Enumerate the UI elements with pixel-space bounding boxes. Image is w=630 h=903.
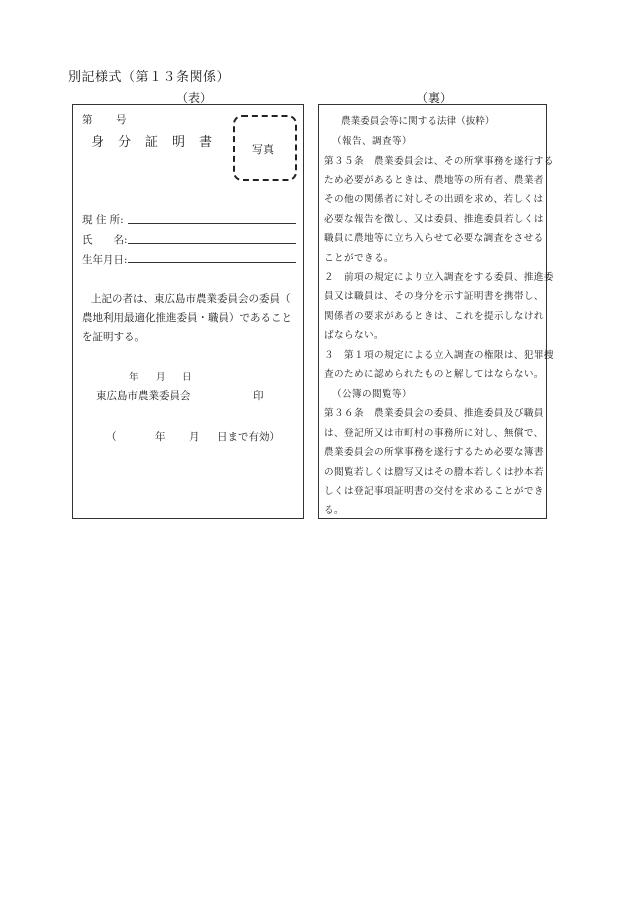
validity-month: 月: [189, 431, 200, 443]
seal-mark: 印: [253, 390, 264, 402]
back-line: る。: [324, 505, 344, 516]
back-line: 第３６条 農業委員会の委員、推進委員及び職員: [324, 408, 544, 419]
statement-line-3: を証明する。: [82, 331, 145, 343]
field-address-label: 現 住 所:: [82, 214, 124, 226]
certificate-title: 身分証明書: [91, 135, 227, 150]
field-address-line: [128, 223, 296, 224]
form-title: 別記様式（第１３条関係）: [68, 70, 231, 85]
validity-open: （: [106, 431, 117, 443]
field-name-label: 氏 名:: [82, 234, 128, 246]
number-prefix: 第: [82, 114, 93, 126]
back-line: 必要な報告を徴し、又は委員、推進委員若しくは: [324, 214, 544, 225]
back-line: ばならない。: [324, 330, 384, 341]
issuer-name: 東広島市農業委員会: [96, 390, 191, 402]
date-year: 年: [129, 372, 139, 383]
back-line: 査のために認められたものと解してはならない。: [324, 369, 544, 380]
back-line: 員又は職員は、その身分を示す証明書を携帯し、: [324, 291, 544, 302]
back-line: ことができる。: [324, 253, 394, 264]
back-line: 職員に農地等に立ち入らせて必要な調査をさせる: [324, 233, 544, 244]
statement-line-1: 上記の者は、東広島市農業委員会の委員（: [91, 293, 291, 305]
back-line: ３ 第１項の規定による立入調査の権限は、犯罪捜: [324, 350, 554, 361]
photo-label: 写真: [252, 143, 274, 156]
front-side-label: （表）: [176, 91, 213, 105]
back-line: ２ 前項の規定により立入調査をする委員、推進委: [324, 272, 554, 283]
number-suffix: 号: [116, 114, 127, 126]
validity-year: 年: [155, 431, 166, 443]
field-name-line: [128, 243, 296, 244]
validity-until: 日まで有効）: [217, 431, 280, 443]
back-line: その他の関係者に対しその出頭を求め、若しくは: [324, 194, 544, 205]
back-line: ため必要があるときは、農地等の所有者、農業者: [324, 175, 544, 186]
field-birthdate-label: 生年月日:: [82, 254, 128, 266]
field-birthdate-line: [128, 262, 296, 263]
back-side-label: （裏）: [416, 91, 453, 105]
law-title: 農業委員会等に関する法律（抜粋）: [341, 116, 495, 127]
back-line: （報告、調査等）: [332, 136, 412, 147]
back-line: （公簿の閲覧等）: [332, 389, 412, 400]
back-line: の閲覧若しくは謄写又はその謄本若しくは抄本若: [324, 467, 544, 478]
date-day: 日: [182, 372, 192, 383]
back-line: は、登記所又は市町村の事務所に対し、無償で、: [324, 428, 544, 439]
back-line: 農業委員会の所掌事務を遂行するため必要な簿書: [324, 447, 544, 458]
back-line: 関係者の要求があるときは、これを提示しなけれ: [324, 311, 544, 322]
statement-line-2: 農地利用最適化推進委員・職員）であること: [82, 312, 292, 324]
back-line: しくは登記事項証明書の交付を求めることができ: [324, 486, 544, 497]
date-month: 月: [156, 372, 166, 383]
back-line: 第３５条 農業委員会は、その所掌事務を遂行する: [324, 156, 554, 167]
